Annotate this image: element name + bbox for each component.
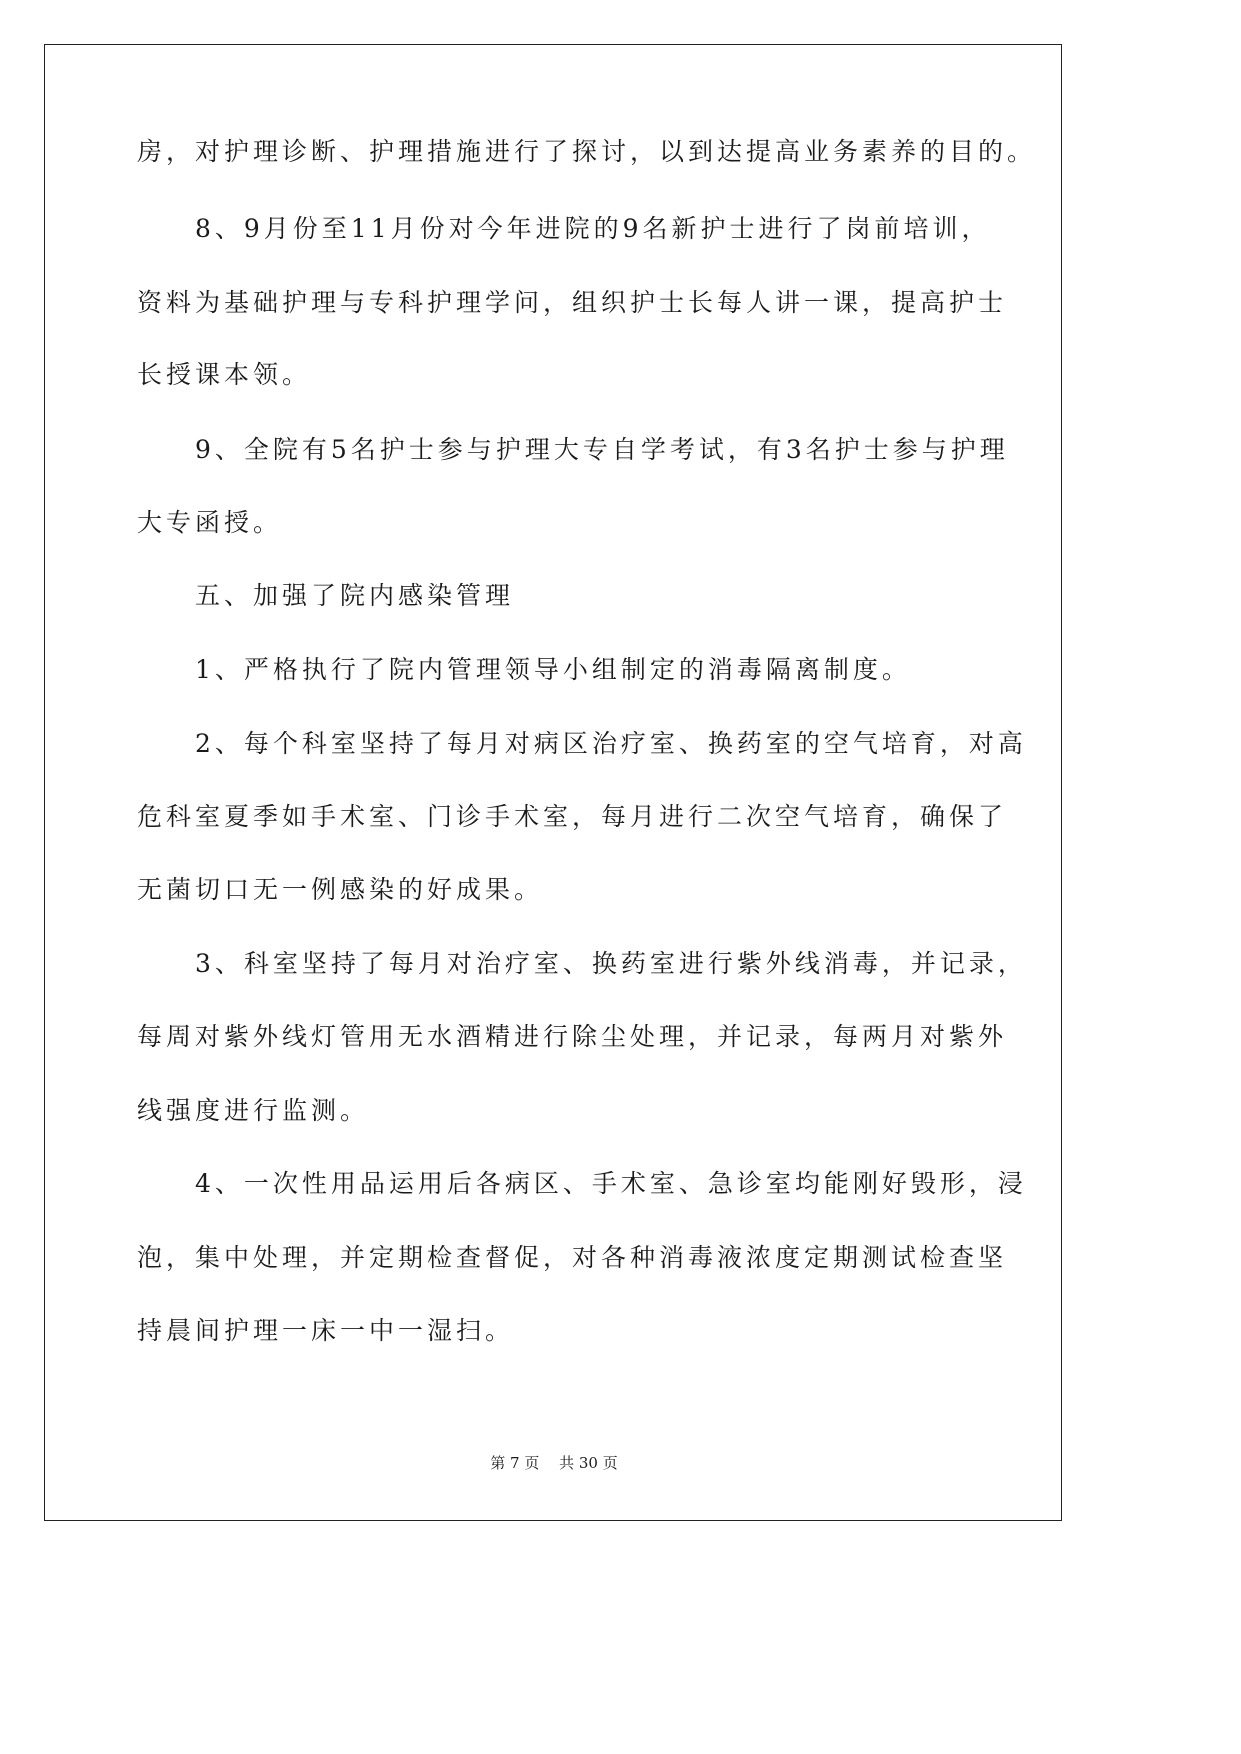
text-line: 泡，集中处理，并定期检查督促，对各种消毒液浓度定期测试检查坚 <box>137 1243 1008 1272</box>
text-line: 线强度进行监测。 <box>137 1096 370 1125</box>
text-line: 8、9月份至11月份对今年进院的9名新护士进行了岗前培训， <box>137 214 991 243</box>
text-line: 长授课本领。 <box>137 360 312 389</box>
text-line: 持晨间护理一床一中一湿扫。 <box>137 1316 515 1345</box>
text-line: 资料为基础护理与专科护理学问，组织护士长每人讲一课，提高护士 <box>137 288 1008 317</box>
text-line: 4、一次性用品运用后各病区、手术室、急诊室均能刚好毁形，浸 <box>137 1169 1027 1198</box>
page-frame <box>44 44 1062 1521</box>
text-line: 房，对护理诊断、护理措施进行了探讨，以到达提高业务素养的目的。 <box>137 137 1037 166</box>
section-heading: 五、加强了院内感染管理 <box>137 581 515 610</box>
text-line: 1、严格执行了院内管理领导小组制定的消毒隔离制度。 <box>137 655 911 684</box>
text-line: 危科室夏季如手术室、门诊手术室，每月进行二次空气培育，确保了 <box>137 802 1008 831</box>
text-line: 2、每个科室坚持了每月对病区治疗室、换药室的空气培育，对高 <box>137 729 1027 758</box>
text-line: 无菌切口无一例感染的好成果。 <box>137 875 544 904</box>
text-line: 9、全院有5名护士参与护理大专自学考试，有3名护士参与护理 <box>137 435 1009 464</box>
text-line: 3、科室坚持了每月对治疗室、换药室进行紫外线消毒，并记录， <box>137 949 1027 978</box>
text-line: 每周对紫外线灯管用无水酒精进行除尘处理，并记录，每两月对紫外 <box>137 1022 1008 1051</box>
page-number: 第 7 页 共 30 页 <box>490 1454 618 1472</box>
text-line: 大专函授。 <box>137 508 283 537</box>
